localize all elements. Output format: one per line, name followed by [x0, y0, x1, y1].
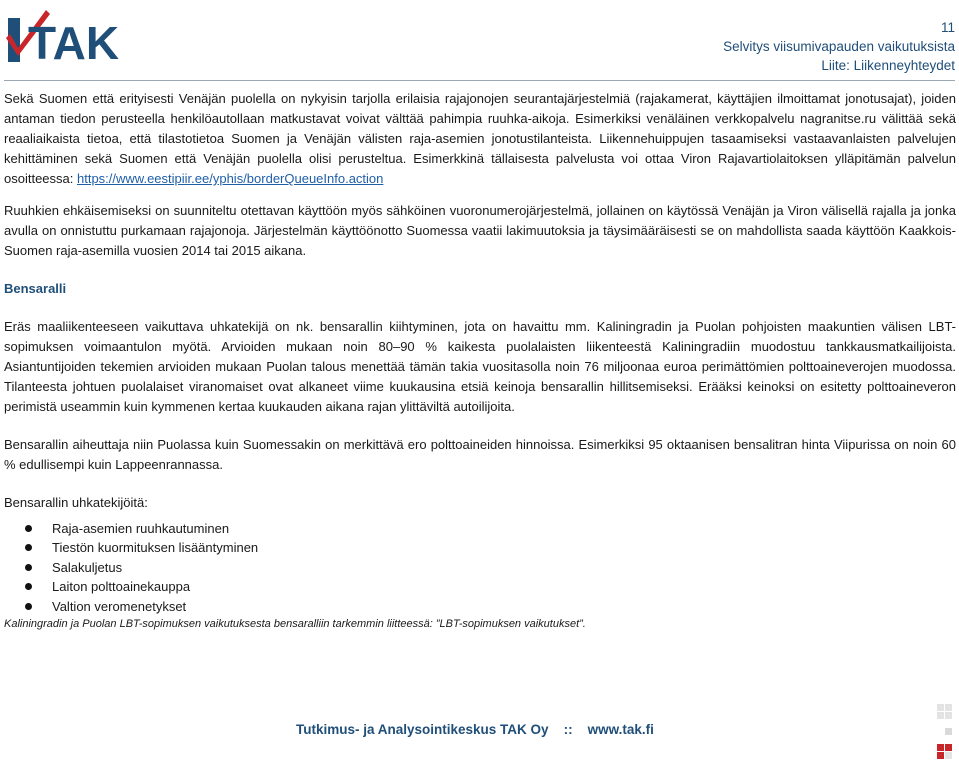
page-footer: [296, 722, 654, 737]
section-heading-bensaralli: Bensaralli: [4, 281, 67, 296]
page-number: 11: [940, 20, 955, 35]
threat-list: [4, 519, 956, 616]
border-queue-link[interactable]: https://www.eestipiir.ee/yphis/borderQueueInfo.action: [77, 171, 384, 186]
footnote-caption: Kaliningradin ja Puolan LBT-sopimuksen vaikutuksesta bensaralliin tarkemmin liitteessä: ”LBT-sopimuksen vaikutukset”.: [4, 618, 586, 631]
footer-separator: ::: [563, 722, 573, 737]
footer-url[interactable]: www.tak.fi: [587, 722, 654, 737]
list-intro: Bensarallin uhkatekijöitä:: [4, 495, 148, 510]
list-item: Salakuljetus: [4, 558, 956, 577]
document-title: Selvitys viisumivapauden vaikutuksista: [723, 39, 955, 54]
document-body: [4, 89, 956, 632]
list-item: Laiton polttoainekauppa: [4, 577, 956, 596]
bullet-icon: [25, 544, 32, 551]
list-item: Raja-asemien ruuhkautuminen: [4, 519, 956, 538]
section-title: Liite: Liikenneyhteydet: [821, 58, 955, 73]
bullet-icon: [25, 603, 32, 610]
footer-org: Tutkimus- ja Analysointikeskus TAK Oy: [296, 722, 549, 737]
bullet-icon: [25, 564, 32, 571]
header-divider: [4, 80, 955, 81]
paragraph-queue-system: Ruuhkien ehkäisemiseksi on suunniteltu otettavan käyttöön myös sähköinen vuoronumerojärjestelmä, jollainen on käytössä Venäjän ja Viron välisellä rajalla ja jonka avulla on onnistuttu purkamaan rajajonoja. Järjestelmän käyttöönotto Suomessa vaatii lakimuutoksia ja täysimääräisesti se on mahdollista saada käyttöön Kaakkois-Suomen raja-asemilla vuosien 2014 tai 2015 aikana.: [4, 203, 956, 258]
logo-text: TAK: [28, 17, 120, 64]
list-item: Valtion veromenetykset: [4, 597, 956, 616]
paragraph-border-queues: [4, 89, 956, 189]
paragraph-price-difference: Bensarallin aiheuttaja niin Puolassa kuin Suomessakin on merkittävä ero polttoaineiden hinnoissa. Esimerkiksi 95 oktaanisen bensalitran hinta Viipurissa on noin 60 % edullisempi kuin Lappeenrannassa.: [4, 437, 956, 472]
page-header: [723, 18, 955, 75]
tak-logo: [6, 4, 142, 64]
paragraph-bensaralli: Eräs maaliikenteeseen vaikuttava uhkatekijä on nk. bensarallin kiihtyminen, jota on havaittu mm. Kaliningradin ja Puolan pohjoisten maakuntien välisen LBT-sopimuksen voimaantulon myötä. Arvioiden mukaan noin 80–90 % kaikesta puolalaisten liikenteestä Kaliningradiin muodostuu tankkausmatkailijoista. Asiantuntijoiden tekemien arvioiden mukaan Puolan talous menettää tämän takia vuositasolla noin 76 miljoonaa euroa perimättömien polttoaineverojen muodossa. Tilanteesta johtuen puolalaiset viranomaiset ovat alkaneet viime kuukausina etsiä keinoja bensarallin hillitsemiseksi. Erääksi keinoksi on esitetty polttoaineveron perimistä useammin kuin kymmenen kertaa kuukauden aikana rajan ylittäviltä autoilijoita.: [4, 319, 956, 414]
paragraph-text: Sekä Suomen että erityisesti Venäjän puolella on nykyisin tarjolla erilaisia rajajonojen seurantajärjestelmiä (rajakamerat, käyttäjien ilmoittamat jonotusajat), joiden antaman tiedon perusteella henkilöautollaan matkustavat voivat välttää pahimpia ruuhka-aikoja. Esimerkiksi venäläinen verkkopalvelu nagranitse.ru välittää sekä reaaliaikaista tietoa, että tilastotietoa Suomen ja Venäjän välisten raja-asemien jonotustilanteista. Liikennehuippujen tasaamiseksi vastaavanlaisten palvelujen kehittäminen sekä Suomen että Venäjän puolella olisi perusteltua. Esimerkkinä tällaisesta palvelusta voi ottaa Viron Rajavartiolaitoksen ylläpitämän palvelun osoitteessa:: [4, 91, 956, 186]
decorative-squares: [937, 704, 953, 760]
bullet-icon: [25, 583, 32, 590]
list-item: Tiestön kuormituksen lisääntyminen: [4, 538, 956, 557]
bullet-icon: [25, 525, 32, 532]
